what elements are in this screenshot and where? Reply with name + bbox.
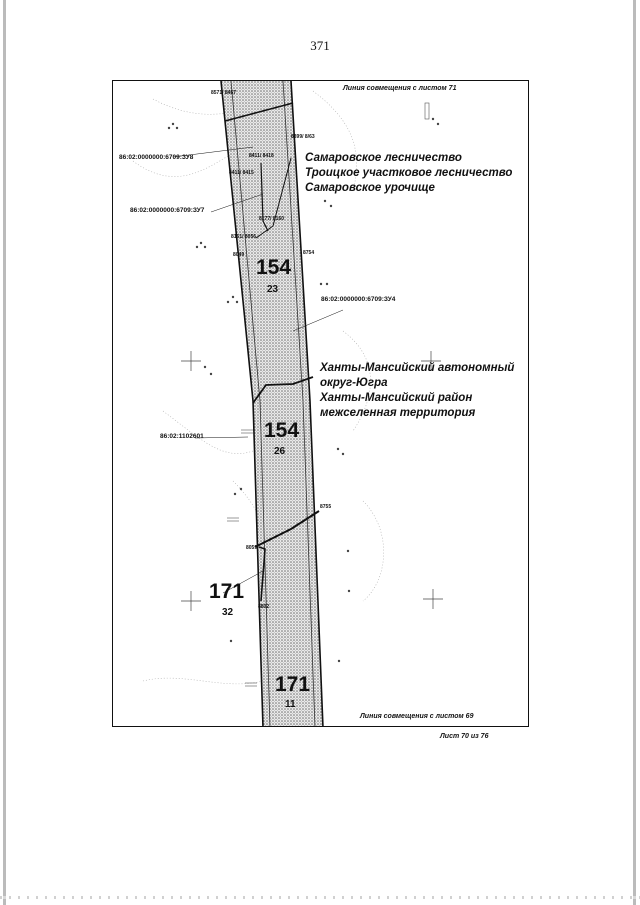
quarter-number: 171 [275,673,311,696]
quarter-section: 32 [222,607,234,618]
cadastral-quarter-label: 86:02:1102601 [160,433,204,440]
sheet-label: Лист 70 из 76 [440,733,489,740]
point-label: 8049 [233,252,245,258]
region-line: межселенная территория [320,407,476,419]
point-label: 8411/ 8418 [249,153,274,159]
scan-edge-left [3,0,6,905]
alignment-line-top: Линия совмещения с листом 71 [343,85,457,92]
quarter-number: 154 [264,419,300,442]
region-label [320,361,514,421]
point-label: 8754 [303,250,315,256]
point-label: 8411/ 8415 [229,170,254,176]
quarter-section: 26 [274,446,286,457]
point-label: 8802 [258,604,270,610]
scan-edge-right [633,0,636,905]
forest-block-line: Самаровское урочище [305,182,435,194]
map-frame [112,80,529,727]
quarter-number: 171 [209,580,245,603]
forest-block-label [305,151,512,196]
cadastral-zu4-label: 86:02:0000000:6709:ЗУ4 [321,296,396,303]
point-label: 8059 [246,545,258,551]
page-number: 371 [310,38,330,53]
quarter-section: 11 [285,699,296,710]
forest-block-line: Троицкое участковое лесничество [305,167,513,179]
scan-noise-bottom [0,896,640,899]
point-label: 8177/ 8160 [259,216,285,222]
quarter-section: 23 [267,284,279,295]
region-line: округ-Югра [320,377,388,389]
alignment-line-bottom: Линия совмещения с листом 69 [360,713,474,720]
point-label: 8755 [320,504,332,510]
cadastral-zu8-label: 86:02:0000000:6709:ЗУ8 [119,154,194,161]
forest-block-line: Самаровское лесничество [305,152,462,164]
point-label: 8571/ 8467 [211,90,237,96]
region-line: Ханты-Мансийский автономный [320,362,515,374]
cadastral-zu7-label: 86:02:0000000:6709:ЗУ7 [130,207,205,214]
point-label: 8161/ 8056 [231,234,257,240]
point-label: 8399/ 8/63 [291,134,315,140]
region-line: Ханты-Мансийский район [320,392,473,404]
quarter-number: 154 [256,256,292,279]
